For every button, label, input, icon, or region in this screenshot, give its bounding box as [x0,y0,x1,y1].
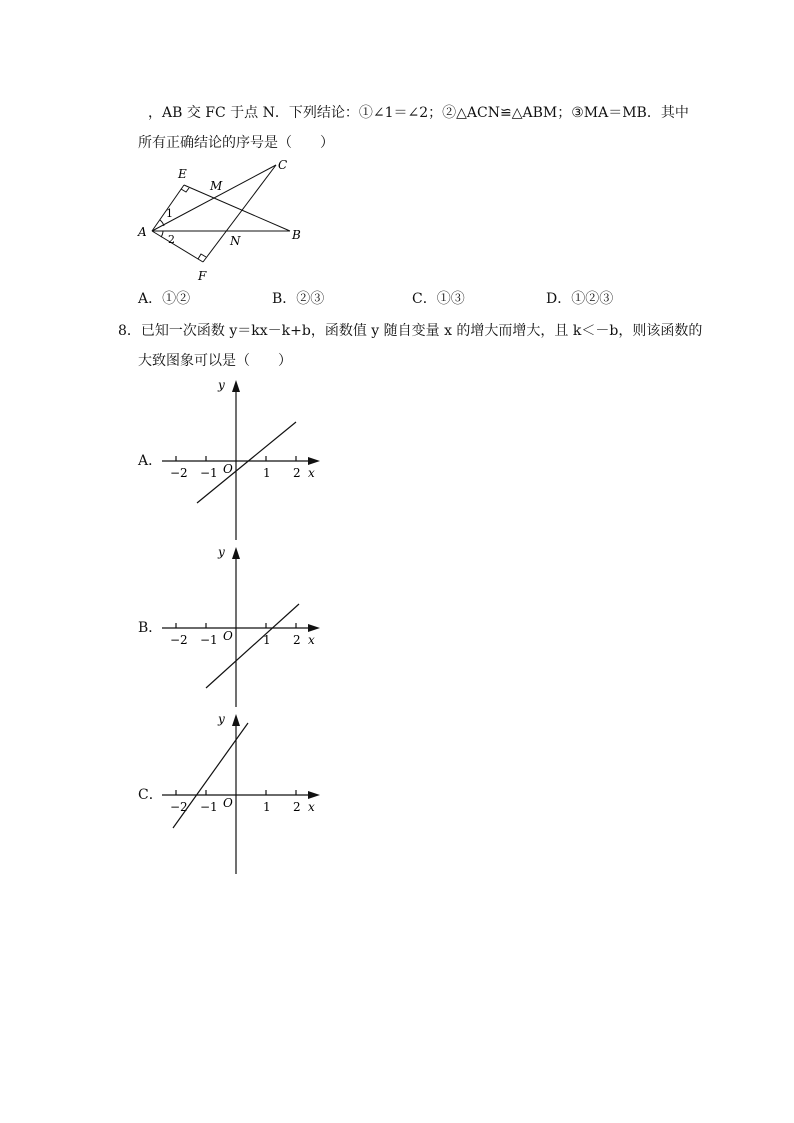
graph-c [158,709,328,879]
origin-label: O [223,629,233,643]
q8-statement-line2: 大致图象可以是（ ） [138,353,292,369]
tick-label: −1 [200,466,218,480]
x-axis-label: x [308,800,315,814]
tick-label: 1 [263,466,271,480]
graph-b [158,542,328,712]
x-axis-label: x [308,466,315,480]
option-letter: B． [272,291,297,307]
y-axis-arrow [232,714,240,726]
q7-option-b[interactable] [272,290,324,308]
tick-label: 2 [293,466,301,480]
x-axis-arrow [308,791,320,799]
tick-label: −2 [170,466,188,480]
tick-label: 1 [263,633,271,647]
x-axis-label: x [308,633,315,647]
label-E: E [178,167,187,181]
q7-statement-line1: ，AB 交 FC 于点 N．下列结论：①∠1＝∠2；②△ACN≌△ABM；③MA＝MB．其中 [148,105,689,121]
label-angle2: 2 [168,233,175,246]
label-M: M [210,179,223,193]
option-text: ②③ [296,291,325,307]
origin-label: O [223,462,233,476]
segment-EB [184,185,290,231]
option-letter: C． [412,291,437,307]
tick-label: −2 [170,800,188,814]
label-N: N [230,234,241,248]
q8-statement-line1: 8．已知一次函数 y＝kx－k+b，函数值 y 随自变量 x 的增大而增大，且 k＜－b，则该函数的 [118,323,703,339]
origin-label: O [223,796,233,810]
q7-option-c[interactable] [412,290,465,308]
geometry-figure [130,150,320,285]
y-axis-label: y [218,378,225,392]
tick-label: 2 [293,800,301,814]
q7-option-a[interactable] [138,290,190,308]
label-B: B [292,228,301,242]
option-letter: A． [138,291,163,307]
y-axis-label: y [218,545,225,559]
function-line [206,604,299,688]
label-C: C [278,158,288,172]
q8-option-b[interactable]: B． [138,620,163,636]
option-letter: D． [546,291,572,307]
q7-statement-line2: 所有正确结论的序号是（ ） [138,135,334,151]
angle-arc-2 [161,231,163,237]
label-F: F [198,269,207,283]
y-axis-arrow [232,547,240,559]
tick-label: −2 [170,633,188,647]
x-axis-arrow [308,457,320,465]
q8-option-c[interactable]: C． [138,787,163,803]
tick-label: 2 [293,633,301,647]
y-axis-arrow [232,380,240,392]
right-angle-mark-E [181,188,189,192]
x-axis-arrow [308,624,320,632]
option-text: ①②③ [571,291,614,307]
tick-label: 1 [263,800,271,814]
label-angle1: 1 [166,207,173,220]
angle-arc-1 [160,220,164,226]
label-A: A [138,225,147,239]
graph-a [158,375,328,545]
tick-label: −1 [200,800,218,814]
option-text: ①② [162,291,191,307]
function-line [197,422,296,503]
y-axis-label: y [218,712,225,726]
segment-AF [152,231,203,262]
option-text: ①③ [436,291,465,307]
q8-option-a[interactable]: A． [138,453,163,469]
tick-label: −1 [200,633,218,647]
q7-option-d[interactable] [546,290,613,308]
right-angle-mark-F [198,254,206,259]
